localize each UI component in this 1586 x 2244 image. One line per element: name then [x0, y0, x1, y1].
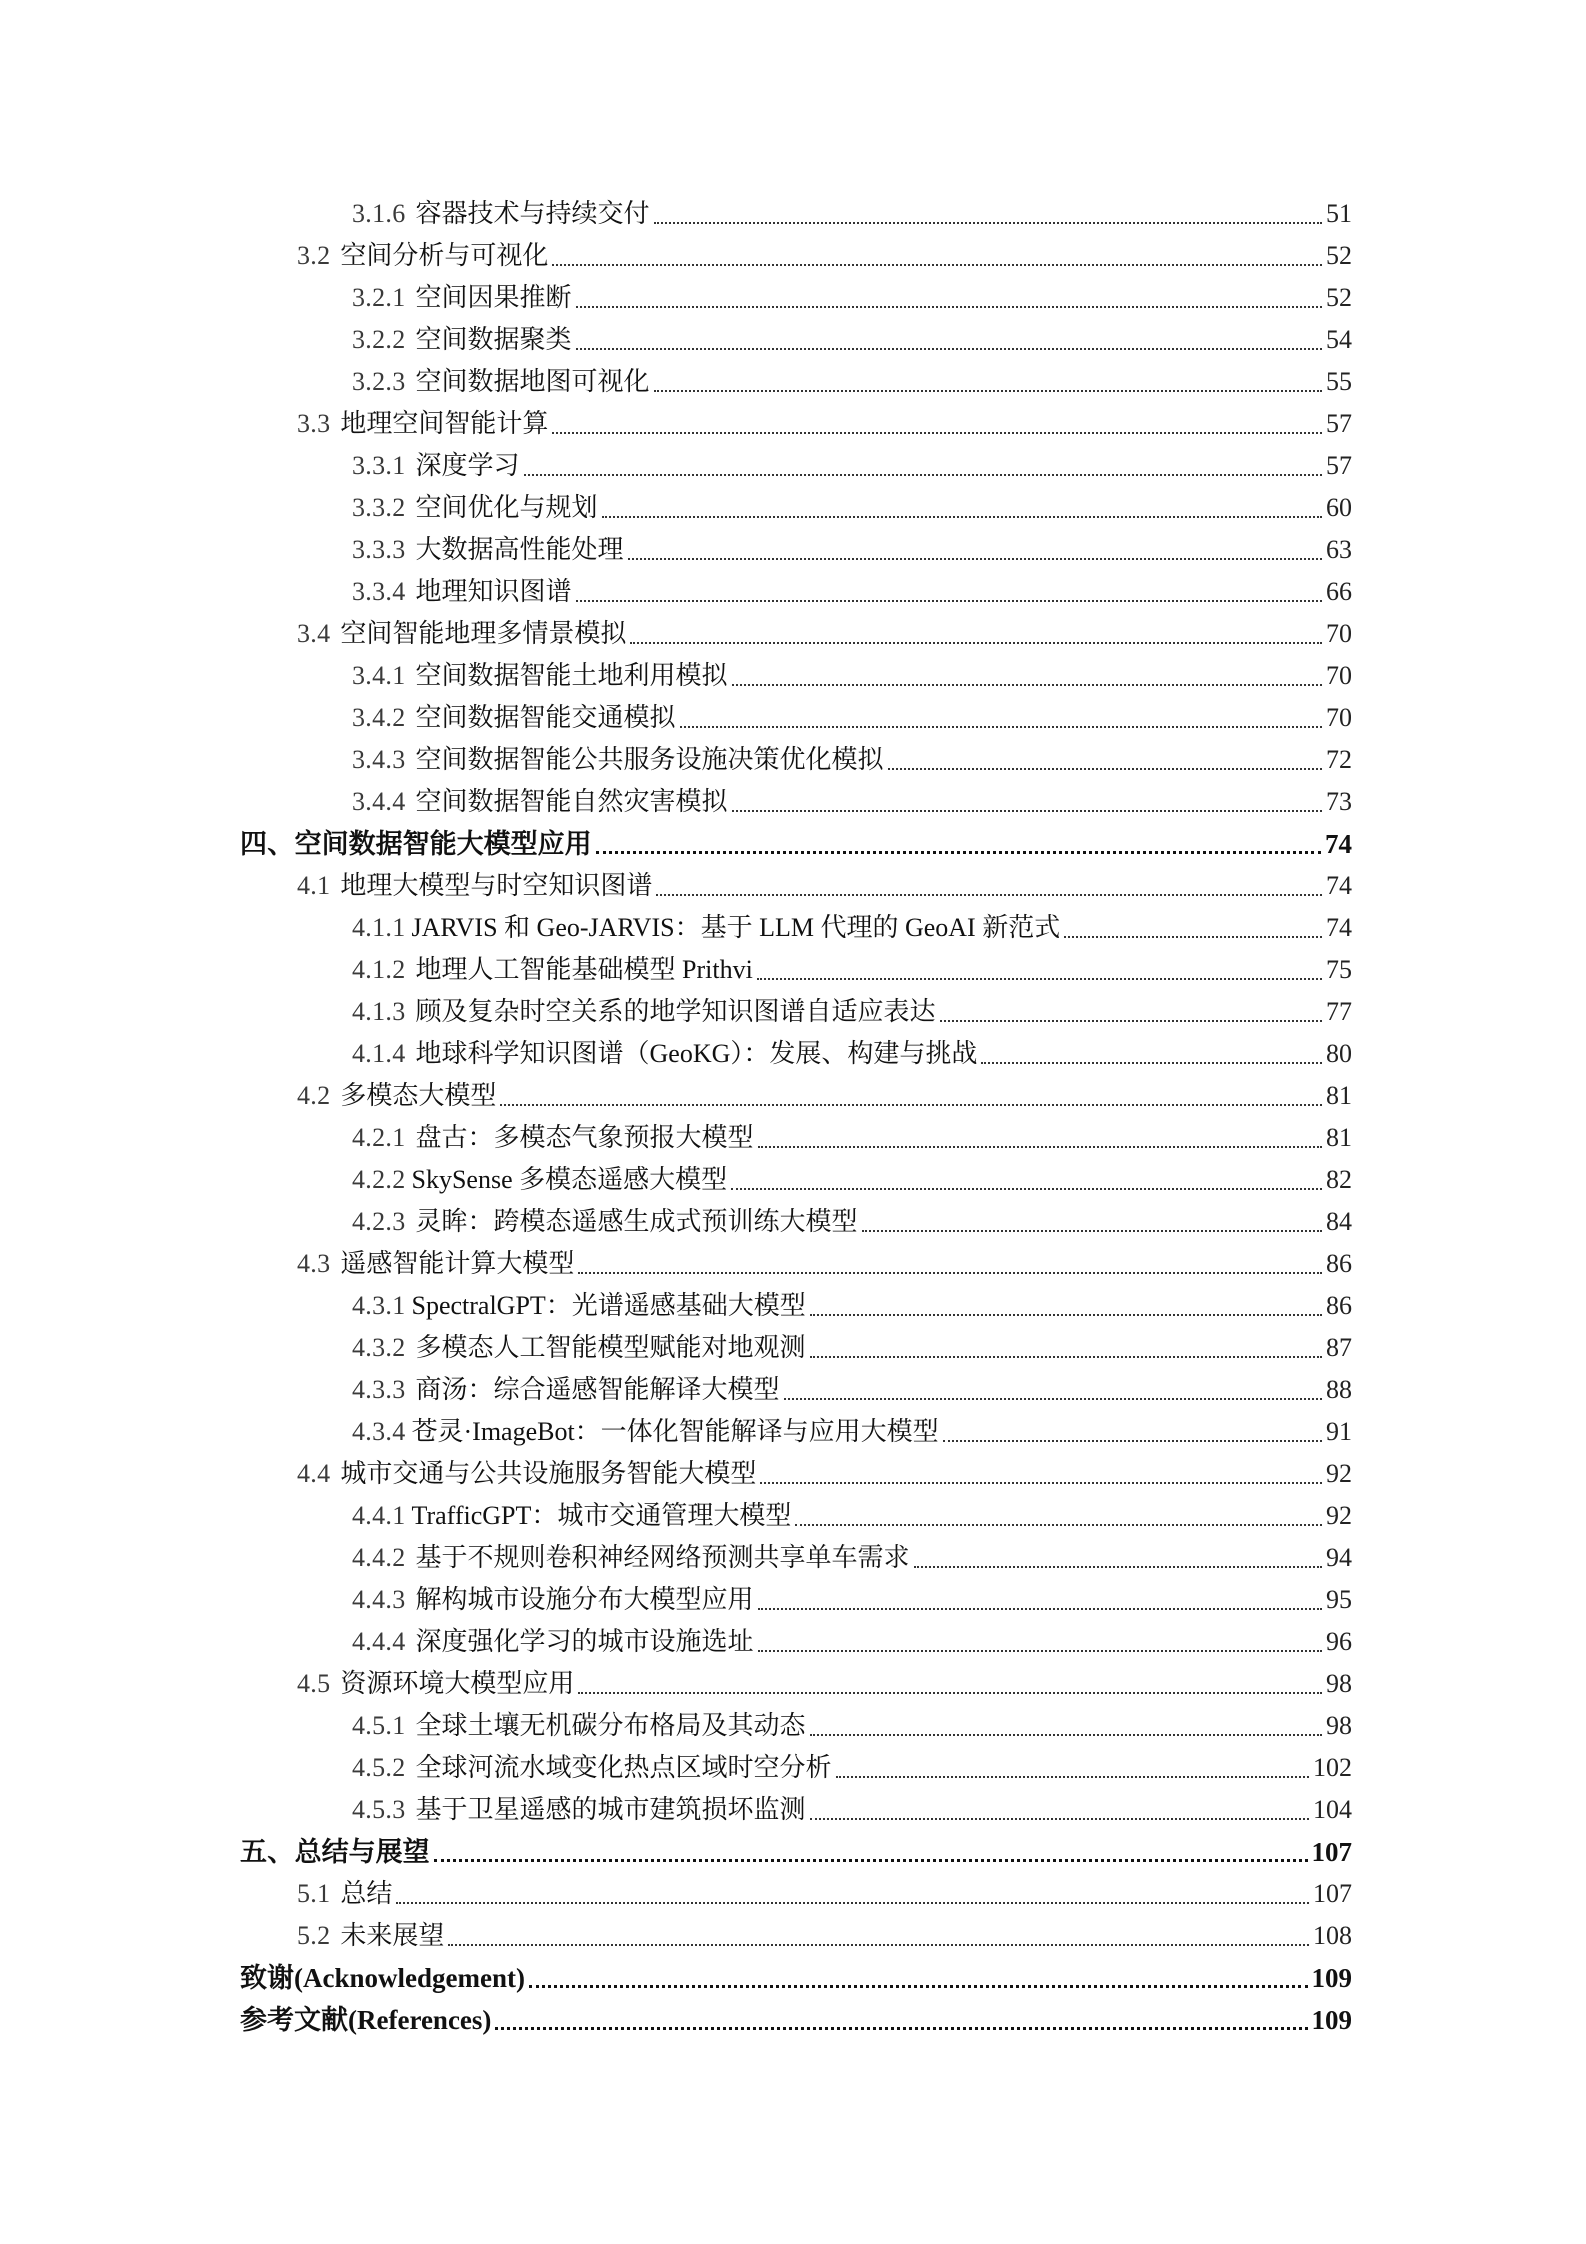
toc-entry-page-number: 109: [1311, 1963, 1352, 1993]
toc-entry-page-number: 84: [1326, 1207, 1352, 1236]
toc-entry[interactable]: [240, 1243, 1352, 1285]
toc-entry-title: 总结与展望: [294, 1837, 430, 1867]
toc-entry-page-number: 98: [1326, 1711, 1352, 1740]
toc-entry[interactable]: [240, 1327, 1352, 1369]
toc-entry[interactable]: [240, 1705, 1352, 1747]
toc-entry-page-number: 94: [1326, 1543, 1352, 1572]
toc-entry-page-number: 66: [1326, 577, 1352, 606]
toc-entry-page-number: 74: [1326, 871, 1352, 900]
dot-leader: [552, 264, 1322, 266]
toc-entry-page-number: 88: [1326, 1375, 1352, 1404]
toc-entry-number: 4.3.2: [352, 1333, 406, 1362]
toc-entry-title: 地理大模型与时空知识图谱: [340, 871, 653, 900]
toc-entry-title: 空间数据地图可视化: [415, 367, 650, 396]
dot-leader: [888, 768, 1322, 770]
toc-entry-number: 3.4.2: [352, 703, 406, 732]
toc-entry[interactable]: [240, 655, 1352, 697]
toc-entry-title: 基于不规则卷积神经网络预测共享单车需求: [415, 1543, 910, 1572]
toc-entry-number: 3.4: [297, 619, 331, 648]
dot-leader: [628, 558, 1322, 560]
dot-leader: [810, 1314, 1322, 1316]
toc-entry-title: 多模态人工智能模型赋能对地观测: [415, 1333, 806, 1362]
toc-entry-title: 容器技术与持续交付: [415, 199, 650, 228]
toc-entry-page-number: 57: [1326, 409, 1352, 438]
toc-entry-page-number: 109: [1311, 2005, 1352, 2035]
toc-entry-title: 空间数据智能交通模拟: [415, 703, 676, 732]
toc-entry-number: 3.4.3: [352, 745, 406, 774]
toc-entry-title: TrafficGPT：城市交通管理大模型: [411, 1501, 792, 1530]
toc-entry-title: SpectralGPT：光谱遥感基础大模型: [411, 1291, 806, 1320]
toc-entry-page-number: 74: [1326, 913, 1352, 942]
toc-entry-page-number: 107: [1313, 1879, 1352, 1908]
toc-entry-title: 空间优化与规划: [415, 493, 598, 522]
dot-leader: [602, 516, 1322, 518]
toc-entry-number: 4.2.1: [352, 1123, 406, 1152]
toc-entry-title: 苍灵·ImageBot：一体化智能解译与应用大模型: [411, 1417, 939, 1446]
dot-leader: [981, 1062, 1322, 1064]
toc-entry-page-number: 82: [1326, 1165, 1352, 1194]
toc-entry-number: 4.4: [297, 1459, 331, 1488]
dot-leader: [578, 1692, 1322, 1694]
toc-entry[interactable]: [240, 739, 1352, 781]
dot-leader: [810, 1356, 1322, 1358]
toc-entry[interactable]: [240, 193, 1352, 235]
toc-entry-title: 空间智能地理多情景模拟: [340, 619, 627, 648]
toc-entry[interactable]: [240, 1747, 1352, 1789]
toc-entry-number: 3.3: [297, 409, 331, 438]
dot-leader: [760, 1482, 1322, 1484]
toc-entry-number: 4.4.3: [352, 1585, 406, 1614]
toc-entry-number: 4.2: [297, 1081, 331, 1110]
toc-entry-page-number: 72: [1326, 745, 1352, 774]
toc-entry-number: 4.3: [297, 1249, 331, 1278]
toc-entry-number: 4.5.1: [352, 1711, 406, 1740]
toc-entry-title: 全球土壤无机碳分布格局及其动态: [415, 1711, 806, 1740]
dot-leader: [943, 1440, 1322, 1442]
toc-entry-page-number: 70: [1326, 619, 1352, 648]
toc-entry[interactable]: [240, 1075, 1352, 1117]
toc-entry-number: 4.1.3: [352, 997, 406, 1026]
toc-entry-number: 4.3.3: [352, 1375, 406, 1404]
toc-entry-title: 遥感智能计算大模型: [340, 1249, 575, 1278]
dot-leader: [914, 1566, 1322, 1568]
toc-entry-number: 4.1.1: [352, 913, 406, 942]
toc-entry-page-number: 107: [1311, 1837, 1352, 1867]
toc-entry-number: 4.4.1: [352, 1501, 406, 1530]
toc-entry-page-number: 92: [1326, 1459, 1352, 1488]
toc-entry-title: 顾及复杂时空关系的地学知识图谱自适应表达: [415, 997, 936, 1026]
dot-leader: [654, 222, 1322, 224]
table-of-contents: [240, 193, 1352, 2041]
toc-entry-page-number: 81: [1326, 1123, 1352, 1152]
toc-entry-page-number: 70: [1326, 661, 1352, 690]
toc-entry-title: JARVIS 和 Geo-JARVIS：基于 LLM 代理的 GeoAI 新范式: [411, 913, 1061, 942]
dot-leader: [680, 726, 1322, 728]
toc-entry-title: 资源环境大模型应用: [340, 1669, 575, 1698]
toc-entry-page-number: 73: [1326, 787, 1352, 816]
toc-entry-title: 空间因果推断: [415, 283, 572, 312]
toc-entry-title: 空间数据智能土地利用模拟: [415, 661, 728, 690]
toc-entry-page-number: 74: [1325, 829, 1352, 859]
dot-leader: [758, 1608, 1322, 1610]
toc-entry-number: 4.3.1: [352, 1291, 406, 1320]
toc-entry-page-number: 57: [1326, 451, 1352, 480]
toc-entry-page-number: 91: [1326, 1417, 1352, 1446]
toc-entry-title: 基于卫星遥感的城市建筑损坏监测: [415, 1795, 806, 1824]
dot-leader: [732, 684, 1322, 686]
toc-entry[interactable]: [240, 1117, 1352, 1159]
toc-entry-title: 地球科学知识图谱（GeoKG）：发展、构建与挑战: [415, 1039, 978, 1068]
toc-entry-number: 4.2.3: [352, 1207, 406, 1236]
toc-entry[interactable]: [240, 319, 1352, 361]
toc-entry[interactable]: [240, 1663, 1352, 1705]
toc-entry-page-number: 52: [1326, 283, 1352, 312]
toc-entry[interactable]: [240, 1411, 1352, 1453]
dot-leader: [940, 1020, 1322, 1022]
toc-entry-number: 3.2.1: [352, 283, 406, 312]
toc-entry-number: 3.3.2: [352, 493, 406, 522]
toc-entry-number: 4.3.4: [352, 1417, 406, 1446]
toc-entry-title: 未来展望: [340, 1921, 445, 1950]
toc-entry-title: 致谢(Acknowledgement): [240, 1963, 525, 1993]
toc-entry-page-number: 81: [1326, 1081, 1352, 1110]
dot-leader: [596, 851, 1321, 854]
toc-entry-number: 4.4.2: [352, 1543, 406, 1572]
dot-leader: [732, 810, 1322, 812]
toc-entry[interactable]: [240, 529, 1352, 571]
toc-entry-page-number: 104: [1313, 1795, 1352, 1824]
toc-entry-number: 四、: [240, 829, 295, 859]
toc-entry-title: 解构城市设施分布大模型应用: [415, 1585, 754, 1614]
toc-entry-number: 5.2: [297, 1921, 331, 1950]
dot-leader: [758, 1146, 1322, 1148]
toc-entry[interactable]: [240, 697, 1352, 739]
dot-leader: [576, 306, 1322, 308]
toc-entry-number: 4.1: [297, 871, 331, 900]
toc-entry-number: 3.4.4: [352, 787, 406, 816]
toc-entry-number: 3.1.6: [352, 199, 406, 228]
toc-entry-page-number: 108: [1313, 1921, 1352, 1950]
toc-entry-title: 地理知识图谱: [415, 577, 572, 606]
toc-entry[interactable]: [240, 1495, 1352, 1537]
toc-entry-number: 4.5.3: [352, 1795, 406, 1824]
toc-entry-title: 空间分析与可视化: [340, 241, 549, 270]
dot-leader: [810, 1734, 1322, 1736]
toc-entry[interactable]: [240, 781, 1352, 823]
dot-leader: [578, 1272, 1322, 1274]
toc-entry-page-number: 92: [1326, 1501, 1352, 1530]
toc-entry-page-number: 98: [1326, 1669, 1352, 1698]
toc-entry[interactable]: [240, 361, 1352, 403]
dot-leader: [757, 978, 1322, 980]
toc-entry[interactable]: [240, 1579, 1352, 1621]
toc-entry-page-number: 75: [1326, 955, 1352, 984]
toc-entry-page-number: 63: [1326, 535, 1352, 564]
toc-entry-title: 城市交通与公共设施服务智能大模型: [340, 1459, 757, 1488]
toc-entry[interactable]: [240, 1915, 1352, 1957]
dot-leader: [529, 1985, 1308, 1988]
toc-entry-number: 4.1.2: [352, 955, 406, 984]
toc-entry[interactable]: [240, 1621, 1352, 1663]
toc-entry-page-number: 55: [1326, 367, 1352, 396]
toc-entry[interactable]: [240, 1831, 1352, 1873]
toc-entry-number: 5.1: [297, 1879, 331, 1908]
toc-entry[interactable]: [240, 1789, 1352, 1831]
toc-entry-page-number: 87: [1326, 1333, 1352, 1362]
toc-entry-number: 3.2.2: [352, 325, 406, 354]
toc-entry-page-number: 102: [1313, 1753, 1352, 1782]
toc-entry-page-number: 52: [1326, 241, 1352, 270]
toc-entry[interactable]: [240, 277, 1352, 319]
toc-entry[interactable]: [240, 1159, 1352, 1201]
toc-entry-page-number: 80: [1326, 1039, 1352, 1068]
toc-entry[interactable]: [240, 991, 1352, 1033]
toc-entry-title: 深度强化学习的城市设施选址: [415, 1627, 754, 1656]
toc-entry[interactable]: [240, 907, 1352, 949]
toc-entry-number: 4.4.4: [352, 1627, 406, 1656]
toc-entry-title: 空间数据智能大模型应用: [294, 829, 592, 859]
toc-entry[interactable]: [240, 235, 1352, 277]
toc-entry[interactable]: [240, 1201, 1352, 1243]
toc-entry-page-number: 86: [1326, 1249, 1352, 1278]
toc-entry[interactable]: [240, 1537, 1352, 1579]
dot-leader: [656, 894, 1322, 896]
dot-leader: [552, 432, 1322, 434]
toc-entry-title: 灵眸：跨模态遥感生成式预训练大模型: [415, 1207, 858, 1236]
dot-leader: [576, 348, 1322, 350]
toc-entry-number: 五、: [240, 1837, 295, 1867]
toc-entry-title: 深度学习: [415, 451, 520, 480]
toc-entry[interactable]: [240, 1873, 1352, 1915]
toc-entry-page-number: 86: [1326, 1291, 1352, 1320]
toc-entry[interactable]: [240, 865, 1352, 907]
toc-entry[interactable]: [240, 1957, 1352, 1999]
toc-entry[interactable]: [240, 571, 1352, 613]
dot-leader: [810, 1818, 1309, 1820]
toc-entry-title: 地理人工智能基础模型 Prithvi: [415, 955, 753, 984]
dot-leader: [500, 1104, 1322, 1106]
toc-entry-title: 地理空间智能计算: [340, 409, 549, 438]
toc-entry-title: 大数据高性能处理: [415, 535, 624, 564]
toc-entry-title: 空间数据智能公共服务设施决策优化模拟: [415, 745, 884, 774]
toc-entry[interactable]: [240, 403, 1352, 445]
toc-entry-number: 3.3.1: [352, 451, 406, 480]
dot-leader: [524, 474, 1322, 476]
toc-entry-title: 盘古：多模态气象预报大模型: [415, 1123, 754, 1152]
toc-entry-number: 3.2.3: [352, 367, 406, 396]
toc-entry[interactable]: [240, 1285, 1352, 1327]
toc-entry-number: 3.4.1: [352, 661, 406, 690]
dot-leader: [758, 1650, 1322, 1652]
dot-leader: [576, 600, 1322, 602]
toc-entry-title: 多模态大模型: [340, 1081, 497, 1110]
toc-entry-page-number: 51: [1326, 199, 1352, 228]
toc-entry-page-number: 60: [1326, 493, 1352, 522]
toc-entry[interactable]: [240, 613, 1352, 655]
toc-entry[interactable]: [240, 823, 1352, 865]
toc-entry-title: 商汤：综合遥感智能解译大模型: [415, 1375, 780, 1404]
toc-entry[interactable]: [240, 445, 1352, 487]
toc-entry-number: 3.3.3: [352, 535, 406, 564]
dot-leader: [495, 2027, 1307, 2030]
toc-entry-number: 3.2: [297, 241, 331, 270]
dot-leader: [731, 1188, 1322, 1190]
dot-leader: [448, 1944, 1309, 1946]
toc-entry-page-number: 70: [1326, 703, 1352, 732]
dot-leader: [836, 1776, 1309, 1778]
toc-entry-title: 总结: [340, 1879, 393, 1908]
toc-entry-title: 空间数据智能自然灾害模拟: [415, 787, 728, 816]
toc-entry-page-number: 54: [1326, 325, 1352, 354]
toc-entry-number: 3.3.4: [352, 577, 406, 606]
toc-entry-title: 全球河流水域变化热点区域时空分析: [415, 1753, 832, 1782]
toc-entry-title: 空间数据聚类: [415, 325, 572, 354]
dot-leader: [1064, 936, 1322, 938]
toc-entry-page-number: 95: [1326, 1585, 1352, 1614]
dot-leader: [784, 1398, 1322, 1400]
toc-entry[interactable]: [240, 1999, 1352, 2041]
toc-entry-number: 4.2.2: [352, 1165, 406, 1194]
dot-leader: [862, 1230, 1322, 1232]
toc-entry[interactable]: [240, 949, 1352, 991]
dot-leader: [630, 642, 1322, 644]
dot-leader: [434, 1859, 1308, 1862]
toc-entry-number: 4.5.2: [352, 1753, 406, 1782]
toc-entry-number: 4.1.4: [352, 1039, 406, 1068]
dot-leader: [795, 1524, 1322, 1526]
toc-entry[interactable]: [240, 1369, 1352, 1411]
toc-entry-title: SkySense 多模态遥感大模型: [411, 1165, 728, 1194]
toc-entry[interactable]: [240, 487, 1352, 529]
toc-entry[interactable]: [240, 1453, 1352, 1495]
dot-leader: [396, 1902, 1309, 1904]
toc-entry-number: 4.5: [297, 1669, 331, 1698]
dot-leader: [654, 390, 1322, 392]
toc-entry-page-number: 96: [1326, 1627, 1352, 1656]
toc-entry-page-number: 77: [1326, 997, 1352, 1026]
toc-entry[interactable]: [240, 1033, 1352, 1075]
toc-entry-title: 参考文献(References): [240, 2005, 492, 2035]
